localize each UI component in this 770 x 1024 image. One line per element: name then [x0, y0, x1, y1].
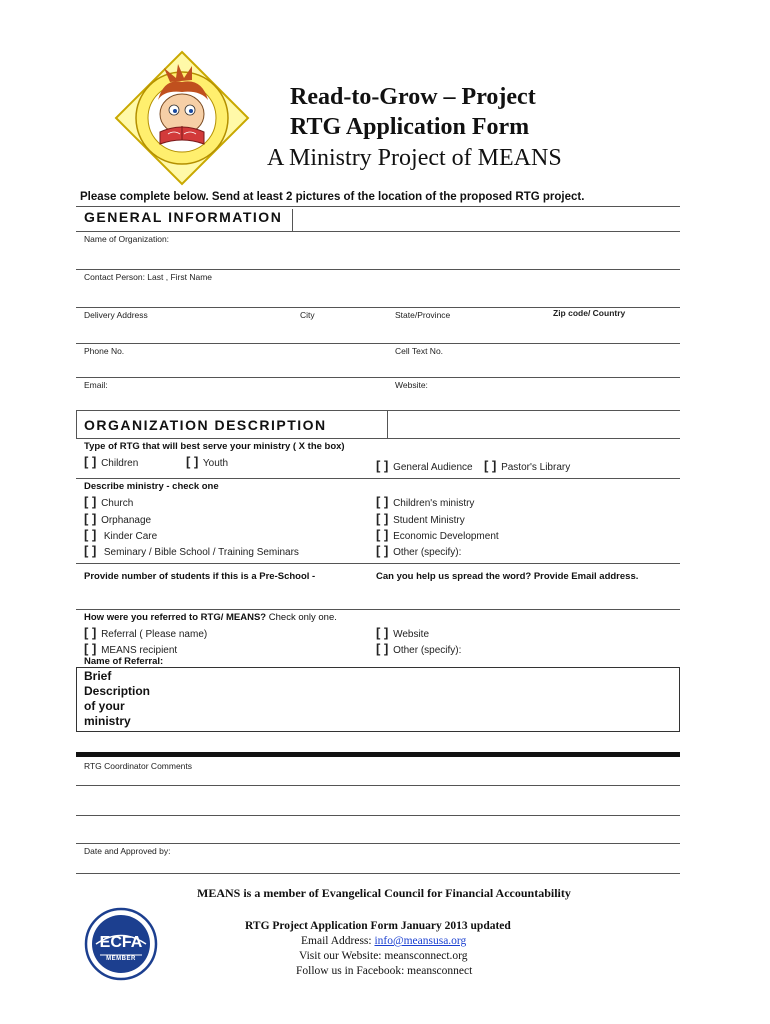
ecfa-member-line: MEANS is a member of Evangelical Council for Financial Accountability — [197, 886, 571, 900]
referral-name-label: Name of Referral: — [84, 656, 164, 667]
ministry-kinder-care-checkbox[interactable]: [ ] Kinder Care — [84, 527, 158, 542]
ministry-church-checkbox[interactable]: [ ] Church — [84, 494, 134, 509]
brief-description-box[interactable] — [76, 667, 680, 732]
phone-label: Phone No. — [84, 346, 125, 356]
delivery-address-label: Delivery Address — [84, 310, 148, 320]
ministry-orphanage-checkbox[interactable]: [ ] Orphanage — [84, 511, 152, 526]
rtg-type-label: Type of RTG that will best serve your ministry ( X the box) — [84, 441, 345, 452]
type-option-youth[interactable]: [ ] Youth — [186, 454, 229, 469]
form-title-line2: RTG Application Form — [290, 114, 530, 140]
coordinator-comments-label: RTG Coordinator Comments — [84, 761, 193, 771]
form-subtitle: A Ministry Project of MEANS — [267, 145, 562, 171]
phone-field[interactable] — [76, 356, 680, 376]
email-link[interactable]: info@meansusa.org — [374, 935, 467, 947]
referred-website-checkbox[interactable]: [ ] Website — [376, 625, 430, 640]
referred-referral-checkbox[interactable]: [ ] Referral ( Please name) — [84, 625, 208, 640]
form-instructions: Please complete below. Send at least 2 pictures of the location of the proposed RTG project. — [80, 191, 585, 203]
ministry-economic-checkbox[interactable]: [ ] Economic Development — [376, 527, 499, 542]
ecfa-seal-sub: MEMBER — [106, 956, 136, 962]
spread-word-label: Can you help us spread the word? Provide Email address. — [376, 571, 639, 582]
ecfa-seal-text: ECFA — [99, 934, 143, 951]
email-field[interactable] — [76, 390, 680, 410]
cell-text-label: Cell Text No. — [395, 346, 444, 356]
students-number-field[interactable] — [76, 584, 680, 608]
contact-person-label: Contact Person: Last , First Name — [84, 272, 213, 282]
ministry-childrens-checkbox[interactable]: [ ] Children's ministry — [376, 494, 475, 509]
contact-person-field[interactable] — [76, 282, 680, 306]
organization-name-field[interactable] — [76, 244, 680, 268]
ministry-other-checkbox[interactable]: [ ] Other (specify): — [376, 543, 462, 558]
thick-divider — [76, 752, 680, 757]
date-approved-label: Date and Approved by: — [84, 846, 171, 856]
form-version-line: RTG Project Application Form January 2013 updated — [245, 920, 511, 932]
describe-ministry-label: Describe ministry - check one — [84, 481, 219, 492]
form-title-line1: Read-to-Grow – Project — [290, 84, 536, 110]
referred-other-checkbox[interactable]: [ ] Other (specify): — [376, 641, 462, 656]
facebook-line: Follow us in Facebook: meansconnect — [296, 965, 473, 977]
type-option-children[interactable]: [ ] Children — [84, 454, 139, 469]
students-number-label: Provide number of students if this is a Pre-School - — [84, 571, 316, 582]
type-option-pastors-library[interactable]: [ ] Pastor's Library — [484, 458, 571, 473]
website-line: Visit our Website: meansconnect.org — [299, 950, 468, 962]
organization-name-label: Name of Organization: — [84, 234, 170, 244]
org-description-heading: ORGANIZATION DESCRIPTION — [84, 417, 327, 433]
referred-means-recipient-checkbox[interactable]: [ ] MEANS recipient — [84, 641, 178, 656]
email-label: Email: — [84, 380, 108, 390]
city-label: City — [300, 310, 315, 320]
contact-email-line: Email Address: info@meansusa.org — [301, 935, 467, 947]
state-province-label: State/Province — [395, 310, 451, 320]
zip-country-label: Zip code/ Country — [553, 308, 626, 318]
address-row-field[interactable] — [76, 320, 680, 342]
website-label: Website: — [395, 380, 428, 390]
referred-label: How were you referred to RTG/ MEANS? Check only one. — [84, 612, 337, 623]
date-approved-field[interactable] — [76, 856, 680, 872]
rtg-logo — [112, 48, 252, 188]
ministry-seminary-checkbox[interactable]: [ ] Seminary / Bible School / Training Seminars — [84, 543, 299, 558]
brief-description-label: Brief Description of your ministry — [84, 669, 151, 728]
ecfa-seal — [84, 907, 158, 981]
general-info-heading: GENERAL INFORMATION — [84, 209, 283, 225]
type-option-general-audience[interactable]: [ ] General Audience — [376, 458, 473, 473]
ministry-student-checkbox[interactable]: [ ] Student Ministry — [376, 511, 465, 526]
